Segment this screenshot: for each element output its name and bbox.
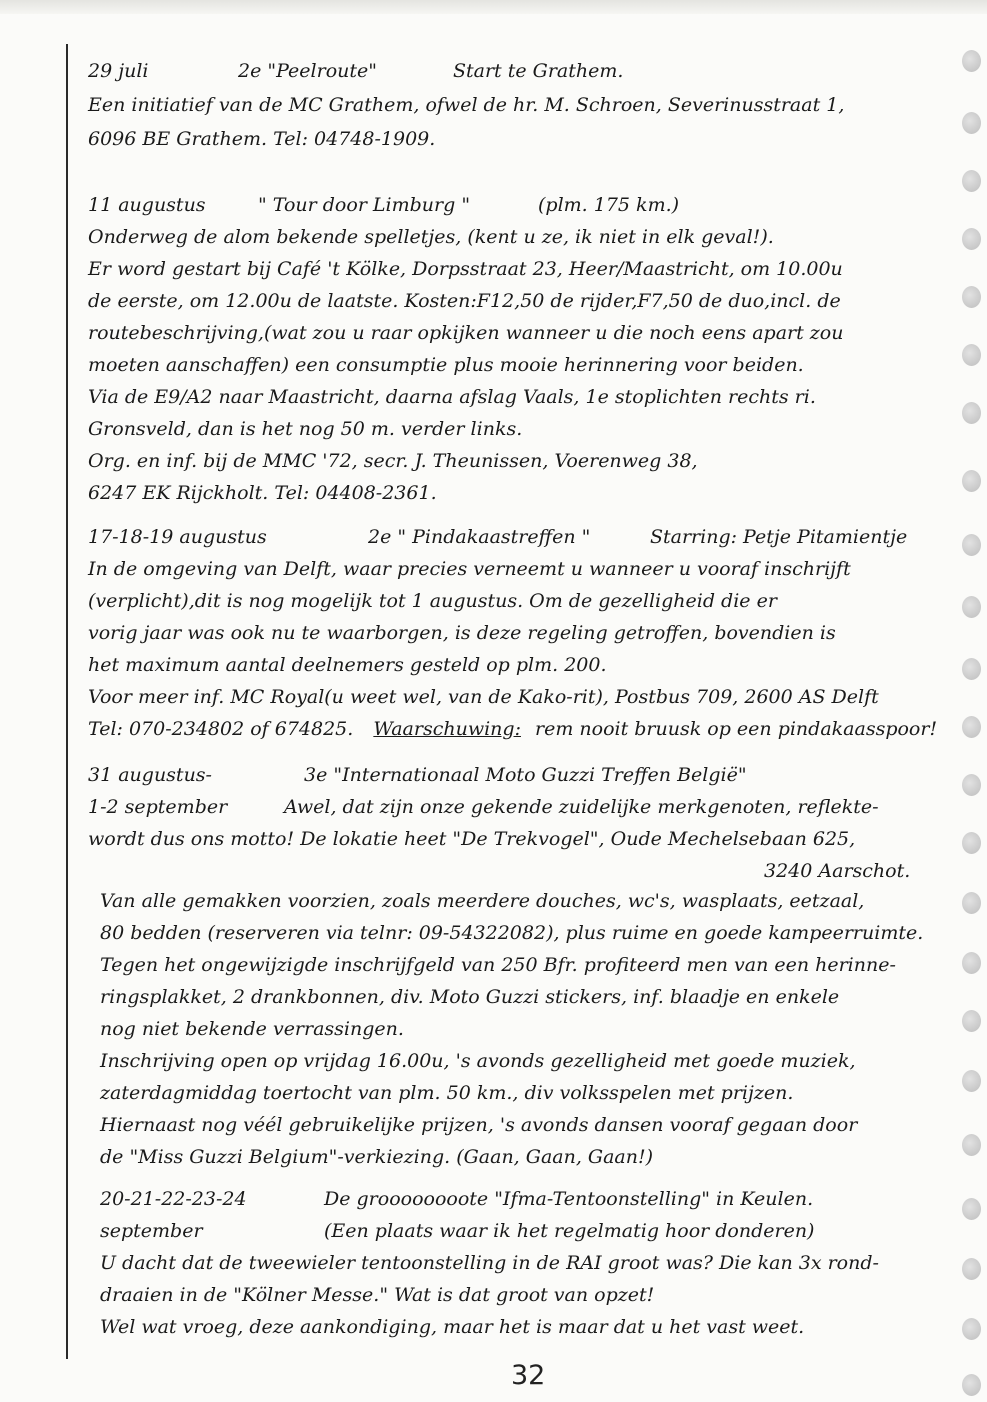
event-line: Org. en inf. bij de MMC '72, secr. J. Theunissen, Voerenweg 38, [88, 450, 698, 472]
binder-holes [957, 40, 987, 1402]
event-extra: Starring: Petje Pitamientje [650, 526, 908, 548]
binder-hole-icon [962, 344, 981, 366]
event-title: De groooooooote "Ifma-Tentoonstelling" in Keulen. [324, 1188, 814, 1210]
event-line: In de omgeving van Delft, waar precies verneemt u wanneer u vooraf inschrijft [88, 558, 851, 580]
binder-hole-icon [962, 470, 981, 492]
event-line: Gronsveld, dan is het nog 50 m. verder links. [88, 418, 523, 440]
event-line: wordt dus ons motto! De lokatie heet "De Trekvogel", Oude Mechelsebaan 625, [88, 828, 856, 850]
event-line: Awel, dat zijn onze gekende zuidelijke merkgenoten, reflekte- [284, 796, 879, 818]
binder-hole-icon [962, 832, 981, 854]
event-line: vorig jaar was ook nu te waarborgen, is deze regeling getroffen, bovendien is [88, 622, 836, 644]
binder-hole-icon [962, 286, 981, 308]
binder-hole-icon [962, 716, 981, 738]
event-line: Wel wat vroeg, deze aankondiging, maar het is maar dat u het vast weet. [100, 1316, 805, 1338]
binder-hole-icon [962, 50, 981, 72]
binder-hole-icon [962, 596, 981, 618]
event-line: nog niet bekende verrassingen. [100, 1018, 404, 1040]
event-line: Een initiatief van de MC Grathem, ofwel de hr. M. Schroen, Severinusstraat 1, [88, 94, 845, 116]
binder-hole-icon [962, 228, 981, 250]
page-number: 32 [511, 1360, 546, 1391]
binder-hole-icon [962, 112, 981, 134]
event-line: routebeschrijving,(wat zou u raar opkijken wanneer u die noch eens apart zou [88, 322, 844, 344]
event-title: 3e "Internationaal Moto Guzzi Treffen België" [304, 764, 747, 786]
event-line: 80 bedden (reserveren via telnr: 09-54322082), plus ruime en goede kampeerruimte. [100, 922, 924, 944]
event-line: 3240 Aarschot. [764, 860, 911, 882]
binder-hole-icon [962, 892, 981, 914]
binder-hole-icon [962, 952, 981, 974]
event-date: 31 augustus- [88, 764, 212, 786]
binder-hole-icon [962, 1070, 981, 1092]
event-line: 6247 EK Rijckholt. Tel: 04408-2361. [88, 482, 437, 504]
binder-hole-icon [962, 1198, 981, 1220]
binder-hole-icon [962, 1134, 981, 1156]
binder-hole-icon [962, 170, 981, 192]
binder-hole-icon [962, 1318, 981, 1340]
event-title: " Tour door Limburg " [258, 194, 471, 216]
warning-text: rem nooit bruusk op een pindakaasspoor! [535, 718, 938, 740]
event-line: de "Miss Guzzi Belgium"-verkiezing. (Gaan, Gaan, Gaan!) [100, 1146, 654, 1168]
event-title: 2e " Pindakaastreffen " [368, 526, 591, 548]
event-line: Via de E9/A2 naar Maastricht, daarna afslag Vaals, 1e stoplichten rechts ri. [88, 386, 816, 408]
event-extra: Start te Grathem. [453, 60, 624, 82]
event-line: Voor meer inf. MC Royal(u weet wel, van de Kako-rit), Postbus 709, 2600 AS Delft [88, 686, 879, 708]
event-line: moeten aanschaffen) een consumptie plus mooie herinnering voor beiden. [88, 354, 804, 376]
event-line: Onderweg de alom bekende spelletjes, (kent u ze, ik niet in elk geval!). [88, 226, 774, 248]
warning-label: Waarschuwing: [373, 718, 521, 740]
event-line: Tegen het ongewijzigde inschrijfgeld van 250 Bfr. profiteerd men van een herinne- [100, 954, 896, 976]
event-line: (Een plaats waar ik het regelmatig hoor donderen) [324, 1220, 815, 1242]
binder-hole-icon [962, 658, 981, 680]
contact-phone: Tel: 070-234802 of 674825. [88, 718, 354, 740]
event-line: Hiernaast nog véél gebruikelijke prijzen, 's avonds dansen vooraf gegaan door [100, 1114, 858, 1136]
binder-hole-icon [962, 534, 981, 556]
event-date: 11 augustus [88, 194, 206, 216]
page-top-edge [0, 0, 987, 14]
event-line: Inschrijving open op vrijdag 16.00u, 's avonds gezelligheid met goede muziek, [100, 1050, 856, 1072]
binder-hole-icon [962, 1010, 981, 1032]
event-extra: (plm. 175 km.) [538, 194, 680, 216]
event-line: 6096 BE Grathem. Tel: 04748-1909. [88, 128, 436, 150]
event-line: Er word gestart bij Café 't Kölke, Dorpsstraat 23, Heer/Maastricht, om 10.00u [88, 258, 843, 280]
event-date: 17-18-19 augustus [88, 526, 267, 548]
binder-hole-icon [962, 1374, 981, 1396]
event-line [88, 718, 937, 740]
event-line: U dacht dat de tweewieler tentoonstelling in de RAI groot was? Die kan 3x rond- [100, 1252, 879, 1274]
binder-hole-icon [962, 1258, 981, 1280]
event-line: draaien in de "Kölner Messe." Wat is dat groot van opzet! [100, 1284, 655, 1306]
event-line: (verplicht),dit is nog mogelijk tot 1 augustus. Om de gezelligheid die er [88, 590, 777, 612]
event-line: zaterdagmiddag toertocht van plm. 50 km., div volksspelen met prijzen. [100, 1082, 794, 1104]
margin-line [66, 44, 68, 1359]
event-line: ringsplakket, 2 drankbonnen, div. Moto Guzzi stickers, inf. blaadje en enkele [100, 986, 840, 1008]
event-date-continued: september [100, 1220, 203, 1242]
event-line: Van alle gemakken voorzien, zoals meerdere douches, wc's, wasplaats, eetzaal, [100, 890, 865, 912]
binder-hole-icon [962, 774, 981, 796]
event-date: 29 juli [88, 60, 149, 82]
binder-hole-icon [962, 402, 981, 424]
event-date-continued: 1-2 september [88, 796, 228, 818]
event-line: het maximum aantal deelnemers gesteld op plm. 200. [88, 654, 607, 676]
event-date: 20-21-22-23-24 [100, 1188, 247, 1210]
event-line: de eerste, om 12.00u de laatste. Kosten:F12,50 de rijder,F7,50 de duo,incl. de [88, 290, 841, 312]
event-title: 2e "Peelroute" [238, 60, 377, 82]
